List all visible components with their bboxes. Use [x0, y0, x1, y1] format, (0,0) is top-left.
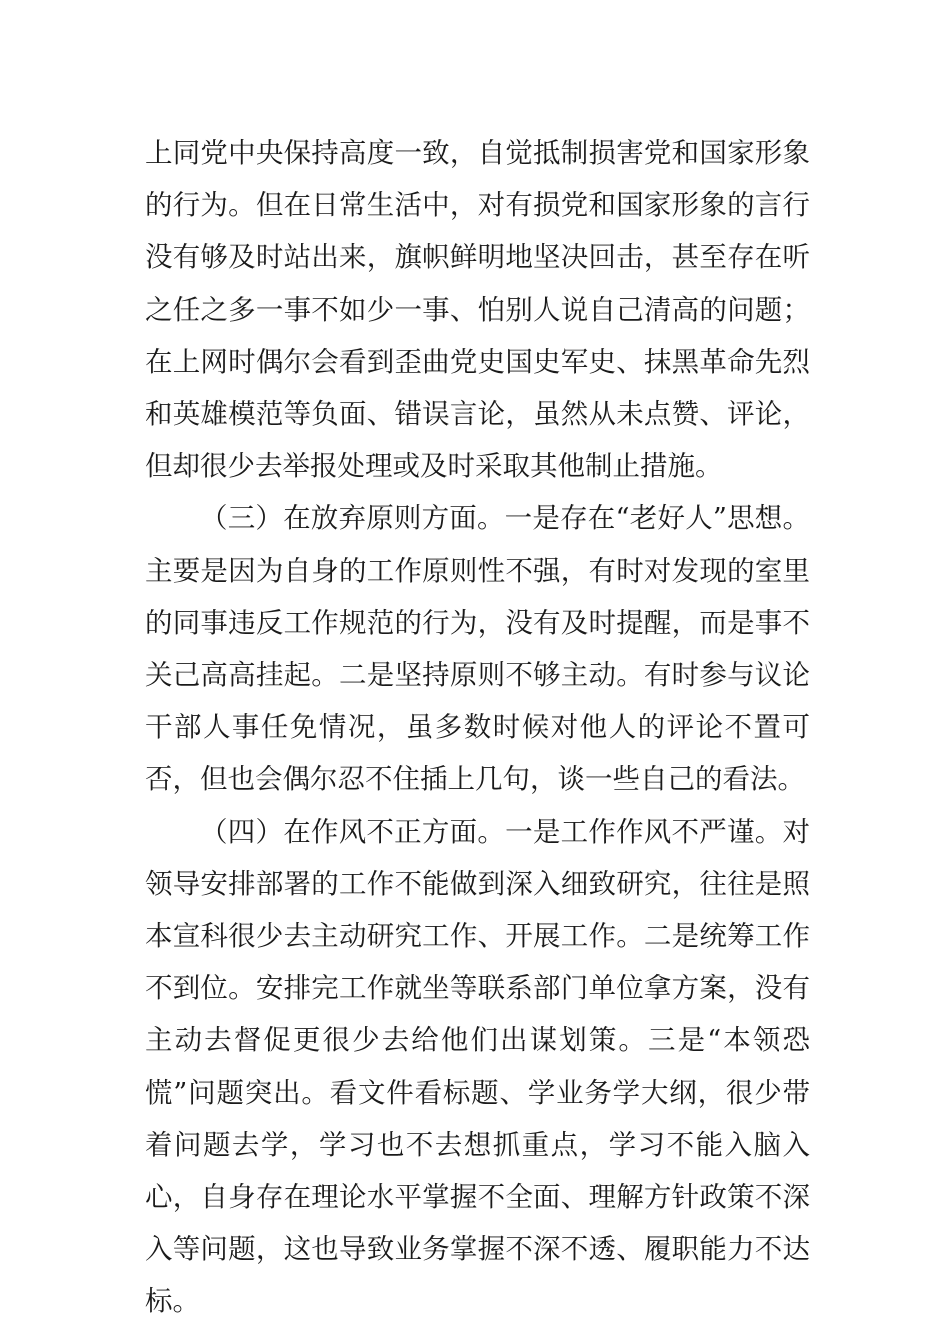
paragraph-section-four: （四）在作风不正方面。一是工作作风不严谨。对领导安排部署的工作不能做到深入细致研究，往往是照本宣科很少去主动研究工作、开展工作。二是统筹工作不到位。安排完工作就坐等联系部门单位拿方案，没有主动去督促更很少去给他们出谋划策。三是“本领恐慌”问题突出。看文件看标题、学业务学大纲，很少带着问题去学，学习也不去想抓重点，学习不能入脑入心，自身存在理论水平掌握不全面、理解方针政策不深入等问题，这也导致业务掌握不深不透、履职能力不达标。 [145, 815, 810, 1318]
paragraph-continuation: 上同党中央保持高度一致，自觉抵制损害党和国家形象的行为。但在日常生活中，对有损党和国家形象的言行没有够及时站出来，旗帜鲜明地坚决回击，甚至存在听之任之多一事不如少一事、怕别人说自己清高的问题；在上网时偶尔会看到歪曲党史国史军史、抹黑革命先烈和英雄模范等负面、错误言论，虽然从未点赞、评论，但却很少去举报处理或及时采取其他制止措施。 [145, 137, 810, 483]
document-body [145, 127, 810, 1328]
paragraph-section-three: （三）在放弃原则方面。一是存在“老好人”思想。主要是因为自身的工作原则性不强，有时对发现的室里的同事违反工作规范的行为，没有及时提醒，而是事不关己高高挂起。二是坚持原则不够主动。有时参与议论干部人事任免情况，虽多数时候对他人的评论不置可否，但也会偶尔忍不住插上几句，谈一些自己的看法。 [145, 502, 810, 796]
